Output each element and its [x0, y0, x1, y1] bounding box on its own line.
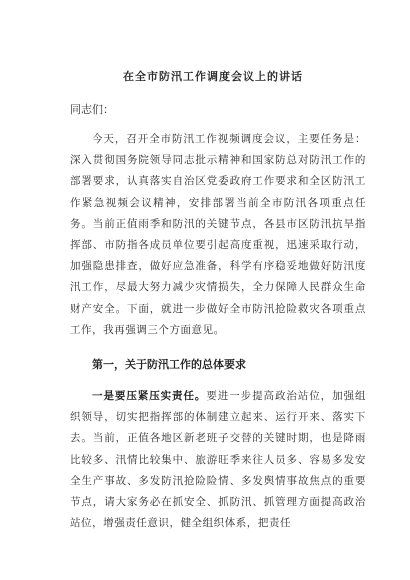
point-one-paragraph [70, 386, 366, 534]
point-one-body: 要进一步提高政治站位，加强组织领导，切实把指挥部的体制建立起来、运行开来、落实下去。当前，正值各地区新老班子交替的关键时期，也是降雨比较多、汛情比较集中、旅游旺季来往人员多、容易多发安全生产事故、多发防汛抢险险情、多发舆情事故焦点的重要节点，请大家务必在抓安全、抓防汛、抓管理方面提高政治站位，增强责任意识，健全组织体系，把责任 [70, 390, 367, 530]
intro-paragraph: 今天，召开全市防汛工作视频调度会议，主要任务是：深入贯彻国务院领导同志批示精神和国家防总对防汛工作的部署要求，认真落实自治区党委政府工作要求和全区防汛工作紧急视频会议精神，安排部署当前全市防汛各项重点任务。当前正值雨季和防汛的关键节点，各县市区防汛抗旱指挥部、市防指各成员单位要引起高度重视，迅速采取行动，加强隐患排查，做好应急准备，科学有序稳妥地做好防汛度汛工作，尽最大努力减少灾情损失，全力保障人民群众生命财产安全。下面，就进一步做好全市防汛抢险救灾各项重点工作，我再强调三个方面意见。 [70, 133, 366, 336]
point-one-lead: 一是要压紧压实责任。 [92, 390, 207, 403]
document-title: 在全市防汛工作调度会议上的讲话 [123, 70, 303, 83]
section-heading: 第一，关于防汛工作的总体要求 [92, 358, 246, 372]
salutation: 同志们： [70, 103, 114, 116]
